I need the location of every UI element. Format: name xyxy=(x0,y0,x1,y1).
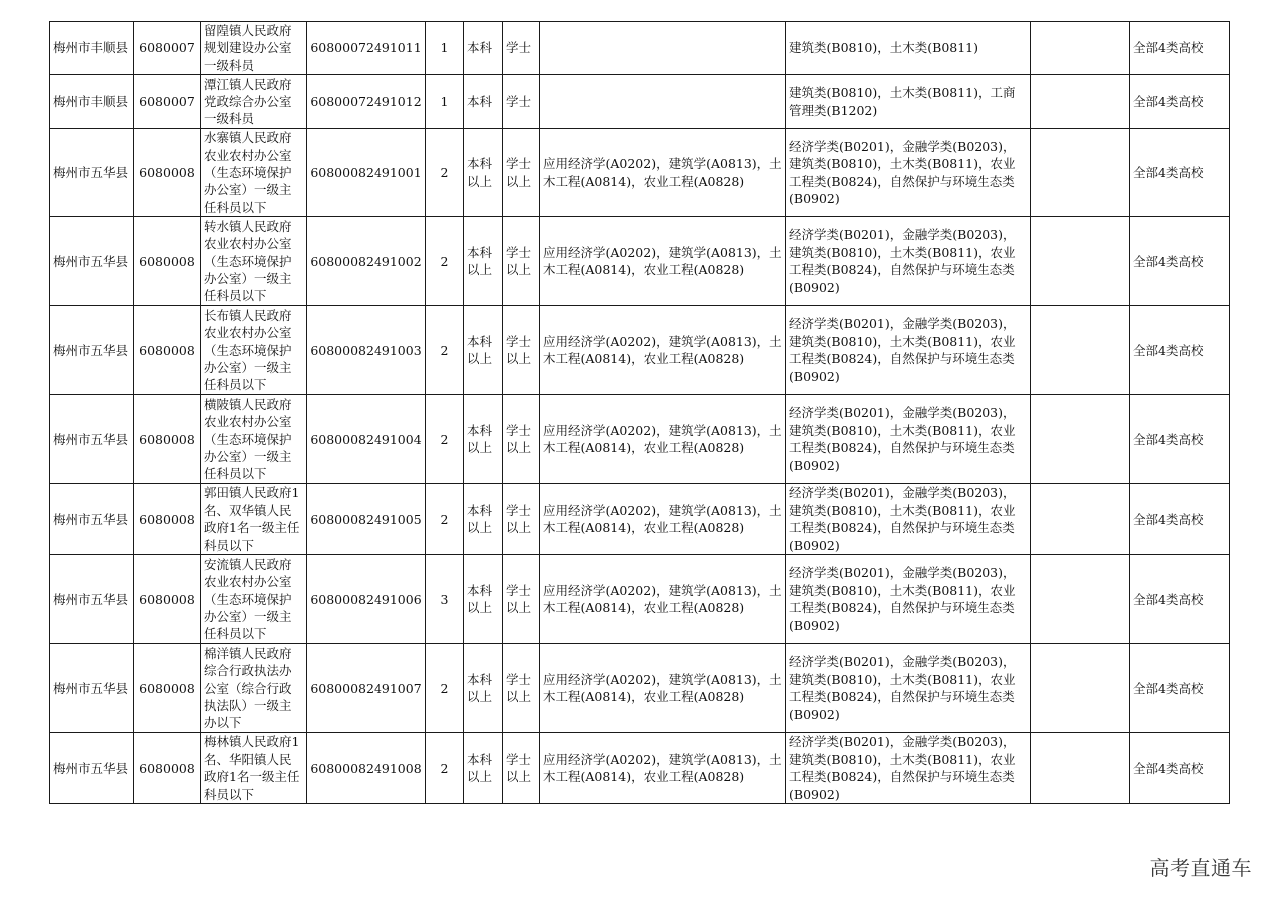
region-cell: 梅州市五华县 xyxy=(50,217,134,306)
school-source-cell: 全部4类高校 xyxy=(1130,555,1230,644)
education-cell: 本科 xyxy=(464,22,503,75)
degree-cell: 学士 xyxy=(503,22,540,75)
position-name-cell: 留隍镇人民政府规划建设办公室一级科员 xyxy=(201,22,307,75)
undergraduate-major-cell: 经济学类(B0201)，金融学类(B0203)，建筑类(B0810)，土木类(B0811)，农业工程类(B0824)，自然保护与环境生态类(B0902) xyxy=(786,555,1031,644)
table-row xyxy=(50,484,1230,555)
school-source-cell: 全部4类高校 xyxy=(1130,217,1230,306)
department-code-cell: 6080008 xyxy=(134,484,201,555)
table-row xyxy=(50,733,1230,804)
region-cell: 梅州市五华县 xyxy=(50,733,134,804)
undergraduate-major-cell: 建筑类(B0810)，土木类(B0811)，工商管理类(B1202) xyxy=(786,75,1031,129)
postgraduate-major-cell: 应用经济学(A0202)，建筑学(A0813)，土木工程(A0814)，农业工程(A0828) xyxy=(540,644,786,733)
degree-cell: 学士以上 xyxy=(503,555,540,644)
department-code-cell: 6080008 xyxy=(134,306,201,395)
degree-cell: 学士以上 xyxy=(503,306,540,395)
region-cell: 梅州市五华县 xyxy=(50,306,134,395)
table-row xyxy=(50,129,1230,217)
position-name-cell: 转水镇人民政府农业农村办公室（生态环境保护办公室）一级主任科员以下 xyxy=(201,217,307,306)
postgraduate-major-cell: 应用经济学(A0202)，建筑学(A0813)，土木工程(A0814)，农业工程(A0828) xyxy=(540,129,786,217)
undergraduate-major-cell: 经济学类(B0201)，金融学类(B0203)，建筑类(B0810)，土木类(B0811)，农业工程类(B0824)，自然保护与环境生态类(B0902) xyxy=(786,484,1031,555)
position-code-cell: 60800082491002 xyxy=(307,217,426,306)
position-code-cell: 60800082491007 xyxy=(307,644,426,733)
other-requirements-cell xyxy=(1031,129,1130,217)
degree-cell: 学士 xyxy=(503,75,540,129)
undergraduate-major-cell: 经济学类(B0201)，金融学类(B0203)，建筑类(B0810)，土木类(B0811)，农业工程类(B0824)，自然保护与环境生态类(B0902) xyxy=(786,395,1031,484)
postgraduate-major-cell: 应用经济学(A0202)，建筑学(A0813)，土木工程(A0814)，农业工程(A0828) xyxy=(540,555,786,644)
position-code-cell: 60800072491012 xyxy=(307,75,426,129)
hiring-count-cell: 2 xyxy=(426,217,464,306)
table-row xyxy=(50,644,1230,733)
degree-cell: 学士以上 xyxy=(503,733,540,804)
region-cell: 梅州市五华县 xyxy=(50,644,134,733)
degree-cell: 学士以上 xyxy=(503,129,540,217)
undergraduate-major-cell: 经济学类(B0201)，金融学类(B0203)，建筑类(B0810)，土木类(B0811)，农业工程类(B0824)，自然保护与环境生态类(B0902) xyxy=(786,217,1031,306)
hiring-count-cell: 2 xyxy=(426,644,464,733)
school-source-cell: 全部4类高校 xyxy=(1130,75,1230,129)
region-cell: 梅州市五华县 xyxy=(50,395,134,484)
position-code-cell: 60800082491003 xyxy=(307,306,426,395)
education-cell: 本科以上 xyxy=(464,129,503,217)
position-code-cell: 60800082491004 xyxy=(307,395,426,484)
education-cell: 本科以上 xyxy=(464,733,503,804)
table-row xyxy=(50,75,1230,129)
degree-cell: 学士以上 xyxy=(503,217,540,306)
other-requirements-cell xyxy=(1031,555,1130,644)
school-source-cell: 全部4类高校 xyxy=(1130,129,1230,217)
postgraduate-major-cell: 应用经济学(A0202)，建筑学(A0813)，土木工程(A0814)，农业工程(A0828) xyxy=(540,217,786,306)
position-code-cell: 60800082491006 xyxy=(307,555,426,644)
department-code-cell: 6080008 xyxy=(134,129,201,217)
degree-cell: 学士以上 xyxy=(503,644,540,733)
school-source-cell: 全部4类高校 xyxy=(1130,644,1230,733)
hiring-count-cell: 2 xyxy=(426,129,464,217)
position-code-cell: 60800072491011 xyxy=(307,22,426,75)
department-code-cell: 6080007 xyxy=(134,75,201,129)
hiring-count-cell: 1 xyxy=(426,75,464,129)
school-source-cell: 全部4类高校 xyxy=(1130,733,1230,804)
position-name-cell: 梅林镇人民政府1名、华阳镇人民政府1名一级主任科员以下 xyxy=(201,733,307,804)
postgraduate-major-cell xyxy=(540,22,786,75)
undergraduate-major-cell: 经济学类(B0201)，金融学类(B0203)，建筑类(B0810)，土木类(B0811)，农业工程类(B0824)，自然保护与环境生态类(B0902) xyxy=(786,306,1031,395)
recruitment-table xyxy=(49,21,1230,804)
other-requirements-cell xyxy=(1031,217,1130,306)
hiring-count-cell: 2 xyxy=(426,733,464,804)
department-code-cell: 6080007 xyxy=(134,22,201,75)
table-body xyxy=(50,22,1230,804)
undergraduate-major-cell: 建筑类(B0810)，土木类(B0811) xyxy=(786,22,1031,75)
postgraduate-major-cell: 应用经济学(A0202)，建筑学(A0813)，土木工程(A0814)，农业工程(A0828) xyxy=(540,395,786,484)
postgraduate-major-cell: 应用经济学(A0202)，建筑学(A0813)，土木工程(A0814)，农业工程(A0828) xyxy=(540,733,786,804)
department-code-cell: 6080008 xyxy=(134,555,201,644)
undergraduate-major-cell: 经济学类(B0201)，金融学类(B0203)，建筑类(B0810)，土木类(B0811)，农业工程类(B0824)，自然保护与环境生态类(B0902) xyxy=(786,733,1031,804)
position-code-cell: 60800082491001 xyxy=(307,129,426,217)
region-cell: 梅州市五华县 xyxy=(50,555,134,644)
position-name-cell: 安流镇人民政府农业农村办公室（生态环境保护办公室）一级主任科员以下 xyxy=(201,555,307,644)
position-name-cell: 长布镇人民政府农业农村办公室（生态环境保护办公室）一级主任科员以下 xyxy=(201,306,307,395)
table-row xyxy=(50,22,1230,75)
region-cell: 梅州市丰顺县 xyxy=(50,22,134,75)
education-cell: 本科 xyxy=(464,75,503,129)
position-code-cell: 60800082491008 xyxy=(307,733,426,804)
degree-cell: 学士以上 xyxy=(503,395,540,484)
school-source-cell: 全部4类高校 xyxy=(1130,395,1230,484)
position-name-cell: 潭江镇人民政府党政综合办公室一级科员 xyxy=(201,75,307,129)
education-cell: 本科以上 xyxy=(464,217,503,306)
watermark-text: 高考直通车 xyxy=(1149,856,1252,880)
position-name-cell: 横陂镇人民政府农业农村办公室（生态环境保护办公室）一级主任科员以下 xyxy=(201,395,307,484)
other-requirements-cell xyxy=(1031,22,1130,75)
other-requirements-cell xyxy=(1031,395,1130,484)
hiring-count-cell: 1 xyxy=(426,22,464,75)
undergraduate-major-cell: 经济学类(B0201)，金融学类(B0203)，建筑类(B0810)，土木类(B0811)，农业工程类(B0824)，自然保护与环境生态类(B0902) xyxy=(786,644,1031,733)
hiring-count-cell: 2 xyxy=(426,484,464,555)
position-name-cell: 棉洋镇人民政府综合行政执法办公室（综合行政执法队）一级主办以下 xyxy=(201,644,307,733)
undergraduate-major-cell: 经济学类(B0201)，金融学类(B0203)，建筑类(B0810)，土木类(B0811)，农业工程类(B0824)，自然保护与环境生态类(B0902) xyxy=(786,129,1031,217)
other-requirements-cell xyxy=(1031,306,1130,395)
department-code-cell: 6080008 xyxy=(134,644,201,733)
other-requirements-cell xyxy=(1031,644,1130,733)
hiring-count-cell: 2 xyxy=(426,395,464,484)
education-cell: 本科以上 xyxy=(464,395,503,484)
region-cell: 梅州市丰顺县 xyxy=(50,75,134,129)
other-requirements-cell xyxy=(1031,484,1130,555)
education-cell: 本科以上 xyxy=(464,306,503,395)
school-source-cell: 全部4类高校 xyxy=(1130,22,1230,75)
hiring-count-cell: 3 xyxy=(426,555,464,644)
education-cell: 本科以上 xyxy=(464,484,503,555)
department-code-cell: 6080008 xyxy=(134,395,201,484)
school-source-cell: 全部4类高校 xyxy=(1130,306,1230,395)
degree-cell: 学士以上 xyxy=(503,484,540,555)
position-code-cell: 60800082491005 xyxy=(307,484,426,555)
position-name-cell: 郭田镇人民政府1名、双华镇人民政府1名一级主任科员以下 xyxy=(201,484,307,555)
table-row xyxy=(50,217,1230,306)
postgraduate-major-cell: 应用经济学(A0202)，建筑学(A0813)，土木工程(A0814)，农业工程(A0828) xyxy=(540,484,786,555)
region-cell: 梅州市五华县 xyxy=(50,484,134,555)
education-cell: 本科以上 xyxy=(464,644,503,733)
other-requirements-cell xyxy=(1031,75,1130,129)
department-code-cell: 6080008 xyxy=(134,733,201,804)
postgraduate-major-cell xyxy=(540,75,786,129)
table-row xyxy=(50,395,1230,484)
department-code-cell: 6080008 xyxy=(134,217,201,306)
education-cell: 本科以上 xyxy=(464,555,503,644)
table-row xyxy=(50,555,1230,644)
postgraduate-major-cell: 应用经济学(A0202)，建筑学(A0813)，土木工程(A0814)，农业工程(A0828) xyxy=(540,306,786,395)
region-cell: 梅州市五华县 xyxy=(50,129,134,217)
school-source-cell: 全部4类高校 xyxy=(1130,484,1230,555)
hiring-count-cell: 2 xyxy=(426,306,464,395)
table-row xyxy=(50,306,1230,395)
position-name-cell: 水寨镇人民政府农业农村办公室（生态环境保护办公室）一级主任科员以下 xyxy=(201,129,307,217)
other-requirements-cell xyxy=(1031,733,1130,804)
